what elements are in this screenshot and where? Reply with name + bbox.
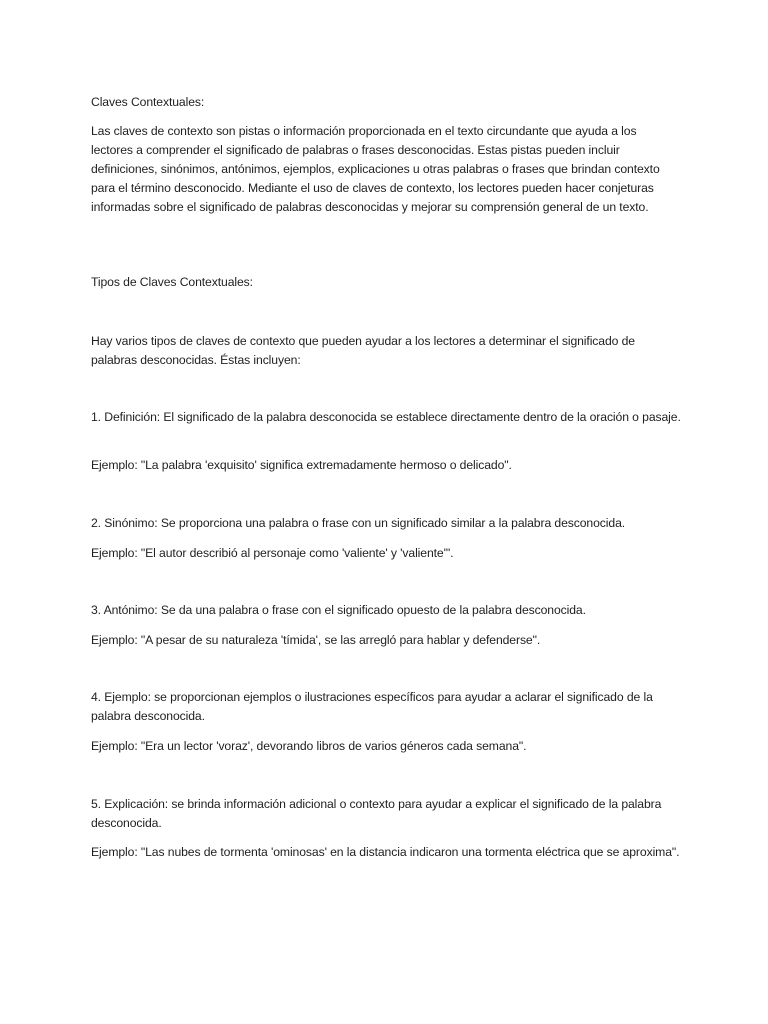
item-example: 4. Ejemplo: se proporcionan ejemplos o ilustraciones específicos para ayudar a aclarar el significado de la palabra desconocida.: [91, 690, 653, 723]
types-intro-paragraph: Hay varios tipos de claves de contexto que pueden ayudar a los lectores a determinar el significado de palabras desconocidas. Éstas incluyen:: [91, 334, 635, 367]
item-example-example: Ejemplo: "Era un lector 'voraz', devorando libros de varios géneros cada semana".: [91, 739, 527, 753]
types-heading: Tipos de Claves Contextuales:: [91, 275, 253, 289]
item-synonym-example: Ejemplo: "El autor describió al personaje como 'valiente' y 'valiente'".: [91, 546, 454, 560]
item-definition-example: Ejemplo: "La palabra 'exquisito' significa extremadamente hermoso o delicado".: [91, 458, 512, 472]
item-antonym-example: Ejemplo: "A pesar de su naturaleza 'tímida', se las arregló para hablar y defenderse".: [91, 633, 541, 647]
item-explanation: 5. Explicación: se brinda información adicional o contexto para ayudar a explicar el significado de la palabra desconocida.: [91, 797, 662, 830]
item-antonym: 3. Antónimo: Se da una palabra o frase con el significado opuesto de la palabra desconocida.: [91, 603, 586, 617]
item-definition: 1. Definición: El significado de la palabra desconocida se establece directamente dentro de la oración o pasaje.: [91, 410, 681, 424]
item-explanation-example: Ejemplo: "Las nubes de tormenta 'ominosas' en la distancia indicaron una tormenta eléctrica que se aproxima".: [91, 845, 680, 859]
item-synonym: 2. Sinónimo: Se proporciona una palabra o frase con un significado similar a la palabra desconocida.: [91, 516, 626, 530]
intro-paragraph: Las claves de contexto son pistas o información proporcionada en el texto circundante que ayuda a los lectores a comprender el significado de palabras o frases desconocidas. Estas pistas pueden incluir definiciones, sinónimos, antónimos, ejemplos, explicaciones u otras palabras o frases que brindan contexto para el término desconocido. Mediante el uso de claves de contexto, los lectores pueden hacer conjeturas informadas sobre el significado de palabras desconocidas y mejorar su comprensión general de un texto.: [91, 124, 660, 214]
document-heading: Claves Contextuales:: [91, 95, 205, 109]
